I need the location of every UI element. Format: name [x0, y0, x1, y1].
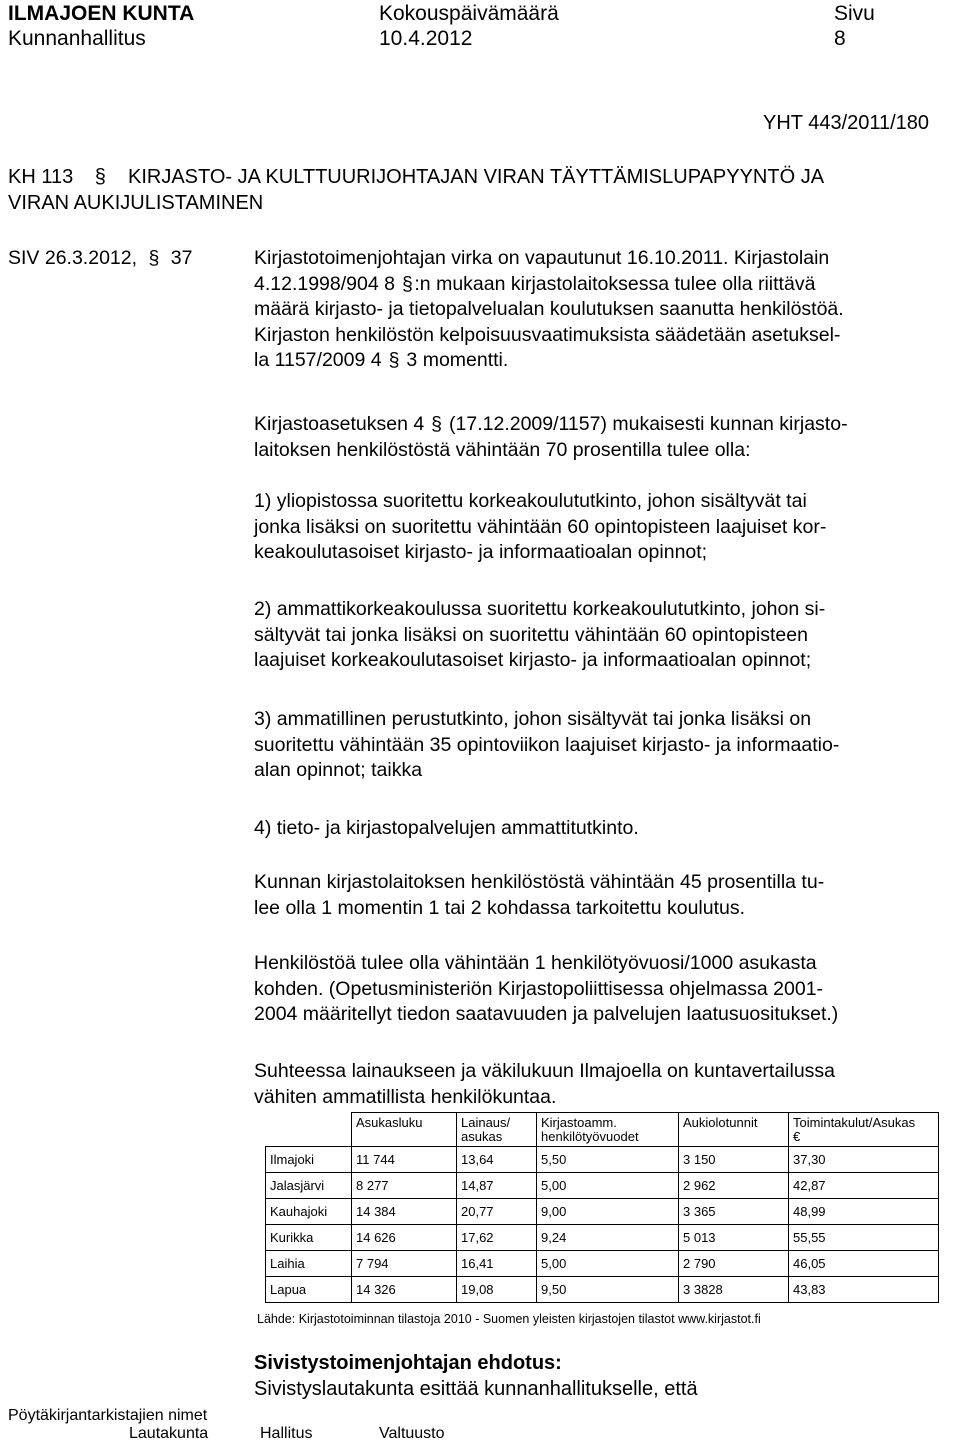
table-cell: 46,05 [789, 1251, 939, 1277]
section-sign-icon: § [388, 349, 400, 371]
paragraph-line: Kirjaston henkilöstön kelpoisuusvaatimuksista säädetään asetuksel- [254, 323, 841, 346]
paragraph-line: lee olla 1 momentin 1 tai 2 kohdassa tarkoitettu koulutus. [254, 896, 746, 919]
table-cell: 5 013 [679, 1225, 789, 1251]
paragraph-line [254, 412, 954, 438]
reference-number: YHT 443/2011/180 [763, 112, 930, 134]
table-cell: 11 744 [352, 1147, 457, 1173]
paragraph-line: jonka lisäksi on suoritettu vähintään 60 opintopisteen laajuiset kor- [254, 515, 827, 538]
paragraph-line: laitoksen henkilöstöstä vähintään 70 prosentilla tulee olla: [254, 438, 751, 461]
paragraph-2 [254, 412, 954, 463]
item-number-text: KH 113 [8, 166, 74, 188]
table-cell: 7 794 [352, 1251, 457, 1277]
table-cell: 5,50 [537, 1147, 679, 1173]
table-row [266, 1251, 939, 1277]
paragraph-line: 4) tieto- ja kirjastopalvelujen ammattitutkinto. [254, 817, 639, 839]
paragraph-line: 1) yliopistossa suoritettu korkeakoulututkinto, johon sisältyvät tai [254, 490, 807, 512]
paragraph-line [254, 272, 954, 298]
footer-body-council: Valtuusto [379, 1425, 445, 1442]
paragraph-line: laajuiset korkeakoulutasoiset kirjasto- ja informaatioalan opinnot; [254, 649, 812, 671]
table-header-cell [266, 1113, 352, 1147]
table-row [266, 1225, 939, 1251]
table-cell: 42,87 [789, 1173, 939, 1199]
table-row [266, 1173, 939, 1199]
table-cell: 5,00 [537, 1173, 679, 1199]
table-header-cell: Asukasluku [352, 1113, 457, 1147]
org-name: ILMAJOEN KUNTA [8, 2, 195, 25]
paragraph-line: Kirjastotoimenjohtajan virka on vapautunut 16.10.2011. Kirjastolain [254, 247, 830, 269]
table-cell: 14 626 [352, 1225, 457, 1251]
table-header-line: Toimintakulut/Asukas [793, 1115, 916, 1130]
paragraph-line: keakoulutasoiset kirjasto- ja informaatioalan opinnot; [254, 541, 708, 563]
table-header-line: asukas [461, 1129, 503, 1144]
proposal-heading: Sivistystoimenjohtajan ehdotus: [254, 1352, 562, 1374]
section-sign-icon: § [94, 166, 106, 188]
section-sign-icon: § [148, 247, 160, 269]
paragraph-line: Kunnan kirjastolaitoksen henkilöstöstä vähintään 45 prosentilla tu- [254, 871, 825, 893]
footer-body-government: Hallitus [260, 1425, 313, 1442]
table-cell: 19,08 [457, 1277, 537, 1303]
table-row-label: Ilmajoki [266, 1147, 352, 1173]
paragraph-8 [254, 951, 954, 1028]
table-row-label: Kauhajoki [266, 1199, 352, 1225]
table-cell: 3 365 [679, 1199, 789, 1225]
table-header-line: Kirjastoamm. [541, 1115, 617, 1130]
paragraph-5 [254, 707, 954, 784]
paragraph-line: vähiten ammatillista henkilökuntaa. [254, 1085, 557, 1108]
date-label: Kokouspäivämäärä [379, 2, 559, 25]
paragraph-line: Henkilöstöä tulee olla vähintään 1 henkilötyövuosi/1000 asukasta [254, 952, 817, 974]
table-cell: 8 277 [352, 1173, 457, 1199]
table-cell: 5,00 [537, 1251, 679, 1277]
paragraph-line: määrä kirjasto- ja tietopalvelualan koulutuksen saanutta henkilöstöä. [254, 298, 844, 320]
paragraph-line: suoritettu vähintään 35 opintoviikon laajuiset kirjasto- ja informaatio- [254, 733, 840, 756]
item-title-line1: KIRJASTO- JA KULTTUURIJOHTAJAN VIRAN TÄYTTÄMISLUPAPYYNTÖ JA [128, 166, 825, 188]
table-header-line: € [793, 1129, 801, 1144]
table-cell: 13,64 [457, 1147, 537, 1173]
table-cell: 3 3828 [679, 1277, 789, 1303]
table-cell: 43,83 [789, 1277, 939, 1303]
prior-reference-text: SIV 26.3.2012, [8, 247, 138, 269]
table-cell: 9,24 [537, 1225, 679, 1251]
paragraph-line: Suhteessa lainaukseen ja väkilukuun Ilmajoella on kuntavertailussa [254, 1060, 836, 1082]
paragraph-text: la 1157/2009 4 [254, 349, 388, 371]
table-header-cell [537, 1113, 679, 1147]
page-label: Sivu [834, 2, 875, 25]
table-cell: 20,77 [457, 1199, 537, 1225]
table-cell: 55,55 [789, 1225, 939, 1251]
table-header-cell [457, 1113, 537, 1147]
table-cell: 3 150 [679, 1147, 789, 1173]
table-header-line: Lainaus/ [461, 1115, 511, 1130]
table-cell: 9,50 [537, 1277, 679, 1303]
table-row [266, 1199, 939, 1225]
footer-body-board: Lautakunta [129, 1425, 209, 1442]
table-row [266, 1277, 939, 1303]
page-number: 8 [834, 27, 846, 50]
table-row-label: Kurikka [266, 1225, 352, 1251]
paragraph-line: kohden. (Opetusministeriön Kirjastopoliittisessa ohjelmassa 2001- [254, 977, 824, 1000]
item-number [8, 165, 106, 191]
table-cell: 14 326 [352, 1277, 457, 1303]
table-cell: 14 384 [352, 1199, 457, 1225]
paragraph-6 [254, 816, 954, 842]
table-cell: 2 962 [679, 1173, 789, 1199]
section-sign-icon: § [401, 272, 413, 295]
proposal-text: Sivistyslautakunta esittää kunnanhallitukselle, että [254, 1378, 698, 1400]
table-cell: 9,00 [537, 1199, 679, 1225]
paragraph-line: 3) ammatillinen perustutkinto, johon sisältyvät tai jonka lisäksi on [254, 708, 812, 730]
prior-reference-number: 37 [170, 247, 193, 269]
paragraph-9 [254, 1059, 954, 1110]
paragraph-line: sältyvät tai jonka lisäksi on suoritettu vähintään 60 opintopisteen [254, 623, 808, 646]
table-header-cell: Aukiolotunnit [679, 1113, 789, 1147]
item-title-line2: VIRAN AUKIJULISTAMINEN [8, 192, 264, 214]
table-cell: 17,62 [457, 1225, 537, 1251]
table-source: Lähde: Kirjastotoiminnan tilastoja 2010 - Suomen yleisten kirjastojen tilastot www.kirjastot.fi [257, 1312, 761, 1326]
library-statistics-table [265, 1112, 939, 1303]
paragraph-text: (17.12.2009/1157) mukaisesti kunnan kirjasto- [443, 413, 848, 435]
table-cell: 48,99 [789, 1199, 939, 1225]
paragraph-text: Kirjastoasetuksen 4 [254, 413, 430, 435]
table-row-label: Jalasjärvi [266, 1173, 352, 1199]
paragraph-line [254, 348, 954, 374]
section-sign-icon: § [431, 413, 443, 435]
table-header-row [266, 1113, 939, 1147]
table-row [266, 1147, 939, 1173]
table-cell: 16,41 [457, 1251, 537, 1277]
table-cell: 2 790 [679, 1251, 789, 1277]
prior-reference [8, 246, 192, 272]
table-row-label: Lapua [266, 1277, 352, 1303]
paragraph-line: 2004 määritellyt tiedon saatavuuden ja palvelujen laatusuositukset.) [254, 1003, 839, 1025]
table-cell: 14,87 [457, 1173, 537, 1199]
paragraph-text: 3 momentti. [401, 349, 509, 371]
paragraph-text: 4.12.1998/904 8 [254, 272, 401, 295]
paragraph-1 [254, 246, 954, 374]
body-name: Kunnanhallitus [8, 27, 146, 50]
paragraph-line: alan opinnot; taikka [254, 759, 423, 781]
meeting-date: 10.4.2012 [379, 27, 473, 50]
paragraph-line: 2) ammattikorkeakoulussa suoritettu korkeakoulututkinto, johon si- [254, 598, 826, 620]
paragraph-4 [254, 597, 954, 674]
table-row-label: Laihia [266, 1251, 352, 1277]
table-header-line: henkilötyövuodet [541, 1129, 639, 1144]
table-header-cell [789, 1113, 939, 1147]
paragraph-3 [254, 489, 954, 566]
footer-label: Pöytäkirjantarkistajien nimet [8, 1407, 208, 1424]
table-cell: 37,30 [789, 1147, 939, 1173]
paragraph-7 [254, 870, 954, 921]
paragraph-text: :n mukaan kirjastolaitoksessa tulee olla riittävä [414, 272, 816, 295]
